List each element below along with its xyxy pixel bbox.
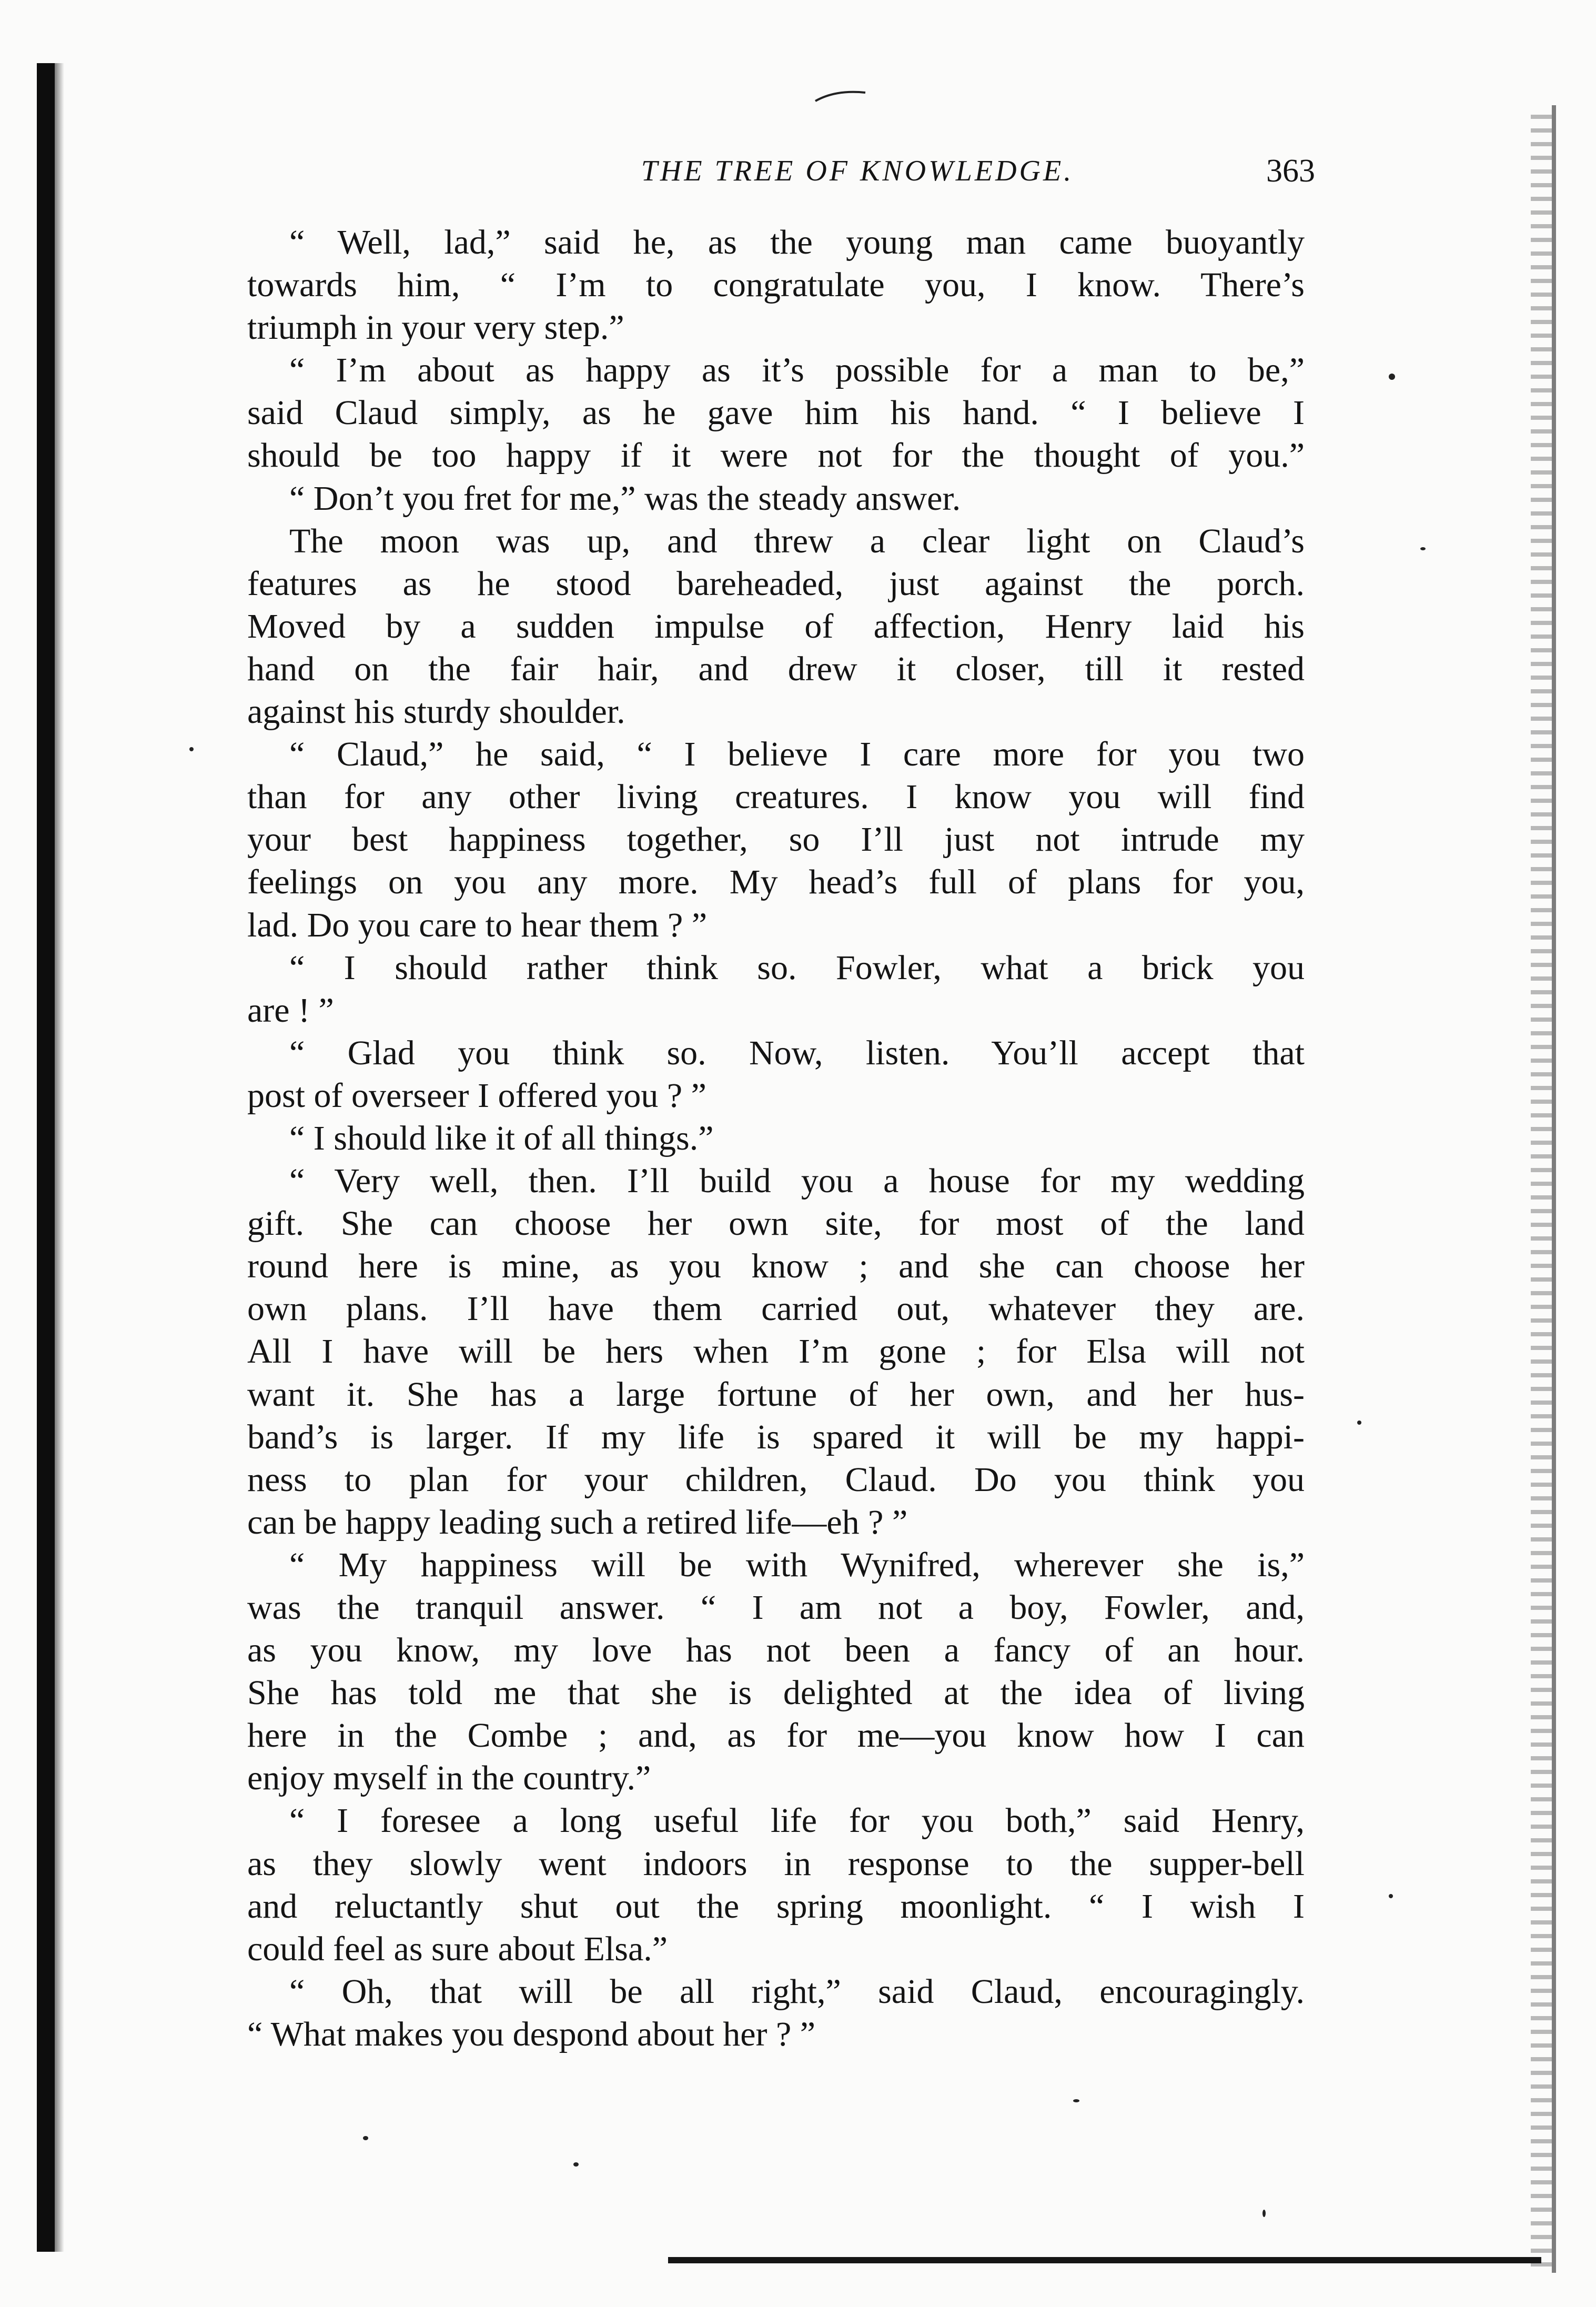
ink-speck — [363, 2136, 368, 2140]
text-line: gift. She can choose her own site, for most of the land — [247, 1204, 1305, 1243]
text-line: round here is mine, as you know ; and she can choose her — [247, 1247, 1305, 1286]
text-line: here in the Combe ; and, as for me—you know how I can — [247, 1716, 1305, 1755]
text-line: All I have will be hers when I’m gone ; for Elsa will not — [247, 1332, 1305, 1371]
text-line: should be too happy if it were not for the thought of you.” — [247, 436, 1305, 475]
text-line: “ I should rather think so. Fowler, what a brick you — [289, 948, 1305, 987]
text-line: “ Well, lad,” said he, as the young man came buoyantly — [289, 223, 1305, 261]
text-line: feelings on you any more. My head’s full of plans for you, — [247, 863, 1305, 902]
text-line: towards him, “ I’m to congratulate you, I know. There’s — [247, 266, 1305, 305]
text-line: and reluctantly shut out the spring moonlight. “ I wish I — [247, 1887, 1305, 1926]
body-text — [247, 221, 1305, 2056]
bottom-rule — [668, 2257, 1541, 2263]
text-line: enjoy myself in the country.” — [247, 1759, 651, 1798]
running-title: THE TREE OF KNOWLEDGE. — [641, 155, 1074, 187]
text-line: as they slowly went indoors in response to the supper-bell — [247, 1844, 1305, 1883]
text-line: “ I foresee a long useful life for you both,” said Henry, — [289, 1801, 1305, 1840]
ink-speck — [1420, 547, 1426, 550]
text-line: “ My happiness will be with Wynifred, wherever she is,” — [289, 1545, 1305, 1584]
text-line: Moved by a sudden impulse of affection, Henry laid his — [247, 607, 1305, 646]
text-line: She has told me that she is delighted at the idea of living — [247, 1674, 1305, 1712]
text-line: “ Don’t you fret for me,” was the steady answer. — [289, 479, 961, 518]
text-line: than for any other living creatures. I know you will find — [247, 778, 1305, 817]
text-line: hand on the fair hair, and drew it closer, till it rested — [247, 649, 1305, 688]
text-line: lad. Do you care to hear them ? ” — [247, 905, 708, 944]
text-line: “ What makes you despond about her ? ” — [247, 2014, 816, 2053]
page-header — [210, 147, 1315, 195]
text-line: “ Claud,” he said, “ I believe I care more for you two — [289, 735, 1305, 774]
text-line: “ Glad you think so. Now, listen. You’ll accept that — [289, 1033, 1305, 1072]
text-line: said Claud simply, as he gave him his hand. “ I believe I — [247, 394, 1305, 432]
text-line: as you know, my love has not been a fancy of an hour. — [247, 1631, 1305, 1670]
ink-speck — [189, 747, 194, 751]
ink-speck — [1073, 2099, 1079, 2102]
binding-shadow-fade — [55, 63, 64, 2252]
text-line: want it. She has a large fortune of her own, and her hus- — [247, 1375, 1305, 1414]
text-line: band’s is larger. If my life is spared it will be my happi- — [247, 1417, 1305, 1456]
ink-speck — [1389, 1894, 1393, 1898]
text-line: “ Oh, that will be all right,” said Claud, encouragingly. — [289, 1972, 1305, 2011]
text-line: your best happiness together, so I’ll just not intrude my — [247, 820, 1305, 859]
ink-speck — [1389, 374, 1395, 380]
page-edge-stack — [1531, 105, 1552, 2273]
text-line: was the tranquil answer. “ I am not a boy, Fowler, and, — [247, 1588, 1305, 1627]
binding-shadow — [37, 63, 55, 2252]
text-line: ness to plan for your children, Claud. Do you think you — [247, 1460, 1305, 1499]
ink-speck — [1262, 2210, 1266, 2217]
text-line: “ I’m about as happy as it’s possible for a man to be,” — [289, 351, 1305, 390]
text-line: “ Very well, then. I’ll build you a house for my wedding — [289, 1162, 1305, 1201]
page-number: 363 — [1266, 153, 1315, 189]
text-line: can be happy leading such a retired life—eh ? ” — [247, 1503, 908, 1542]
text-line: own plans. I’ll have them carried out, whatever they are. — [247, 1289, 1305, 1328]
text-line: are ! ” — [247, 991, 334, 1030]
text-line: against his sturdy shoulder. — [247, 692, 625, 731]
text-line: features as he stood bareheaded, just against the porch. — [247, 564, 1305, 603]
text-line: “ I should like it of all things.” — [289, 1119, 714, 1157]
text-line: The moon was up, and threw a clear light on Claud’s — [289, 521, 1305, 560]
text-line: triumph in your very step.” — [247, 308, 624, 347]
ink-speck — [1357, 1421, 1361, 1425]
ink-speck — [573, 2162, 579, 2167]
printer-mark-icon — [813, 88, 871, 104]
text-line: could feel as sure about Elsa.” — [247, 1929, 668, 1968]
page-edge-line — [1552, 105, 1556, 2273]
text-line: post of overseer I offered you ? ” — [247, 1076, 706, 1115]
